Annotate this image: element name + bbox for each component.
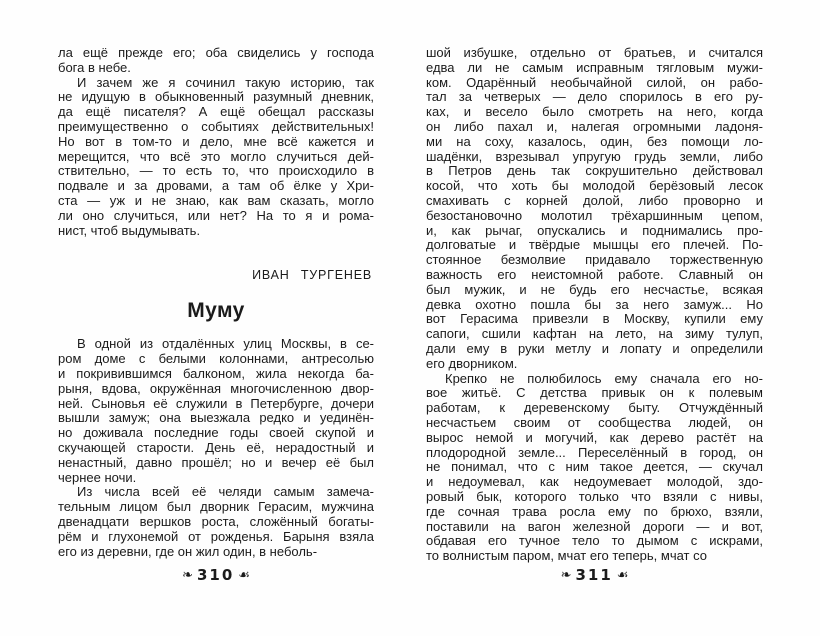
- page-right: [426, 0, 763, 636]
- fleuron-left-icon: ❧: [182, 568, 193, 583]
- fleuron-right-icon: ☙: [238, 568, 250, 583]
- page-left: [58, 0, 374, 636]
- page-footer-left: [58, 566, 374, 584]
- author-attribution: ИВАН ТУРГЕНЕВ: [252, 268, 372, 283]
- text-column-left: [58, 0, 374, 559]
- paragraph-gerasim-strength: шой избушке, отдельно от братьев, и считался едва ли не самым исправным тягловым мужи- ком. Одарённый необычайной силой, он рабо- тал за четверых — дело спорилось в его ру- ках, и весело было смотреть на него, когда он либо пахал и, налегая огромными ладоня- ми на соху, казалось, один, без помощи ло- шадёнки, взрезывал упругую грудь земли, либо в Петров день так сокрушительно действовал косой, что хоть бы молодой берёзовый лесок смахивать с корней долой, либо проворно и безостановочно молотил трёхаршинным цепом, и, как рычаг, опускались и поднимались про- долговатые и твёрдые мышцы его плечей. По- стоянное безмолвие придавало торжественную важность его неистомной работе. Славный он был мужик, и не будь его несчастье, всякая девка охотно пошла бы за него замуж... Но вот Герасима привезли в Москву, купили ему сапоги, сшили кафтан на лето, на зиму тулуп, дали ему в руки метлу и лопату и определили его дворником.: [426, 46, 763, 371]
- paragraph-continuation: ла ещё прежде его; оба свиделись у господа бога в небе.: [58, 46, 374, 75]
- text-column-right: [426, 0, 763, 564]
- paragraph-new-life: Крепко не полюбилось ему сначала его но- вое житьё. С детства привык он к полевым работам, к деревенскому быту. Отчуждённый несчастьем своим от сообщества людей, он вырос немой и могучий, как дерево растёт на плодородной земле... Переселённый в город, он не понимал, что с ним такое деется, — скучал и недоумевал, как недоумевает молодой, здо- ровый бык, которого только что взяли с нивы, где сочная трава росла ему по брюхо, взяли, поставили на вагон железной дороги — и вот, обдавая его тучное тело то дымом с искрами, то волнистым паром, мчат его теперь, мчат со: [426, 371, 763, 564]
- page-footer-right: [426, 566, 763, 584]
- fleuron-right-icon: ☙: [616, 568, 629, 583]
- page-number-left: 310: [196, 566, 235, 584]
- fleuron-left-icon: ❧: [560, 568, 572, 583]
- paragraph-gerasim-intro: Из числа всей её челяди самым замеча- тельным лицом был дворник Герасим, мужчина двенадцати вершков роста, сложённый богаты- рём и глухонемой от рожденья. Барыня взяла его из деревни, где он жил один, в неболь-: [58, 485, 374, 559]
- paragraph-epilogue: И зачем же я сочинил такую историю, так не идущую в обыкновенный разумный дневник, да ещё писателя? А ещё обещал рассказы преимущественно о событиях действительных! Но вот в том-то и дело, мне всё кажется и мерещится, что всё это могло случиться дей- ствительно, — то есть то, что происходило в подвале и за дровами, а там об ёлке у Хри- ста — уж и не знаю, как вам сказать, могло ли оно случиться, или нет? На то я и рома- нист, чтоб выдумывать.: [58, 75, 374, 238]
- story-title: Муму: [187, 299, 245, 323]
- paragraph-story-intro: В одной из отдалённых улиц Москвы, в се- ром доме с белыми колоннами, антресолью и покривившимся балконом, жила некогда ба- рыня, вдова, окружённая многочисленною двор- ней. Сыновья её служили в Петербурге, дочери вышли замуж; она выезжала редко и уединён- но доживала последние годы своей скупой и скучающей старости. День её, нерадостный и ненастный, давно прошёл; но и вечер её был чернее ночи.: [58, 337, 374, 485]
- page-number-right: 311: [575, 566, 613, 584]
